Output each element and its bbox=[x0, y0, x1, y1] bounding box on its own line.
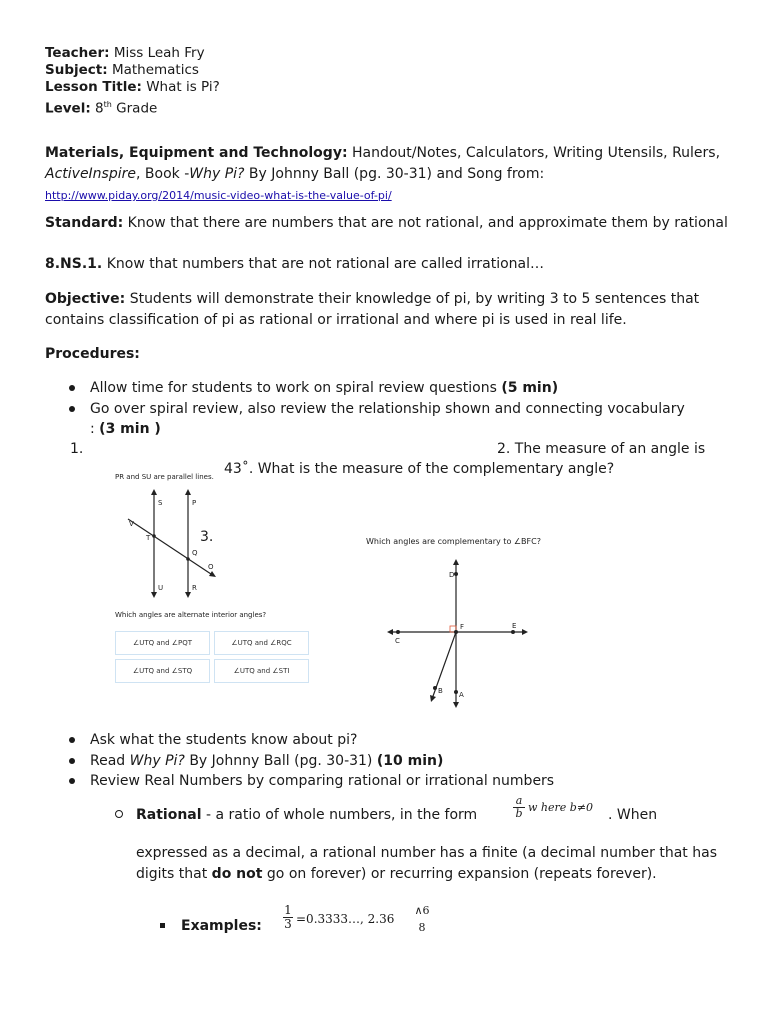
fraction-a-over-b bbox=[513, 795, 525, 820]
label-r: R bbox=[192, 584, 197, 592]
question-3-number: 3. bbox=[200, 529, 214, 545]
label-p: P bbox=[192, 499, 197, 507]
arrow-r bbox=[185, 592, 191, 598]
lesson-label: Lesson Title: bbox=[45, 79, 142, 95]
teacher-label: Teacher: bbox=[45, 45, 110, 61]
label-c: C bbox=[395, 637, 400, 645]
question-2-text: 2. The measure of an angle is bbox=[497, 441, 706, 457]
figure1-question: Which angles are alternate interior angles? bbox=[115, 611, 267, 619]
procedure-item bbox=[90, 378, 690, 399]
arrow-e bbox=[522, 629, 528, 635]
example-denominator: 3 bbox=[284, 917, 292, 931]
answer-option[interactable]: ∠UTQ and ∠RQC bbox=[214, 631, 309, 655]
label-s: S bbox=[158, 499, 163, 507]
procedure-time: (10 min) bbox=[376, 752, 444, 769]
rational-label: Rational bbox=[136, 807, 202, 823]
example-2-top: ∧6 bbox=[414, 904, 430, 917]
point-q bbox=[186, 557, 190, 561]
point-t bbox=[152, 534, 156, 538]
objective-text: Students will demonstrate their knowledge of pi, by writing 3 to 5 sentences that contains classification of pi as rational or irrational and where pi is used in real life. bbox=[45, 291, 700, 328]
standard-code-text: Know that numbers that are not rational are called irrational… bbox=[106, 256, 545, 272]
level-rest: Grade bbox=[116, 100, 158, 117]
point-b bbox=[433, 686, 437, 690]
arrow-d bbox=[453, 559, 459, 565]
example-fraction-2 bbox=[410, 904, 434, 934]
procedure-item bbox=[90, 399, 690, 440]
procedure-text: Read bbox=[90, 752, 126, 769]
arrow-a bbox=[453, 702, 459, 708]
materials-paragraph bbox=[45, 143, 735, 184]
complementary-diagram bbox=[360, 547, 590, 712]
example-decimals: =0.3333…, 2.36 bbox=[296, 912, 395, 926]
subject-line bbox=[45, 62, 199, 79]
sub-bullet-marker bbox=[115, 810, 123, 818]
arrow-p bbox=[185, 489, 191, 495]
materials-book: , Book - bbox=[136, 165, 190, 182]
question-1-number: 1. bbox=[70, 441, 84, 457]
materials-book-title: Why Pi? bbox=[189, 165, 245, 182]
materials-activeinspire: ActiveInspire bbox=[45, 165, 136, 182]
answer-options bbox=[115, 631, 315, 683]
figure2-title: Which angles are complementary to ∠BFC? bbox=[366, 537, 541, 546]
procedure-time: (3 min ) bbox=[99, 421, 161, 437]
label-e: E bbox=[512, 622, 517, 630]
standard-paragraph bbox=[45, 213, 735, 234]
materials-label: Materials, Equipment and Technology: bbox=[45, 145, 348, 161]
standard-code-line bbox=[45, 254, 544, 275]
rational-text: - a ratio of whole numbers, in the form bbox=[206, 807, 478, 823]
teacher-name: Miss Leah Fry bbox=[113, 45, 205, 61]
square-bullet bbox=[160, 923, 165, 928]
arrow-s bbox=[151, 489, 157, 495]
procedure-list-2 bbox=[90, 730, 690, 792]
teacher-line bbox=[45, 45, 205, 62]
standard-code: 8.NS.1. bbox=[45, 256, 103, 272]
example-fraction-1-3 bbox=[283, 904, 293, 931]
label-a: A bbox=[459, 691, 464, 699]
label-t: T bbox=[146, 534, 151, 542]
label-o: O bbox=[208, 563, 214, 571]
procedure-book-title: Why Pi? bbox=[129, 752, 185, 769]
subject-label: Subject: bbox=[45, 62, 108, 78]
procedure-time: (5 min) bbox=[501, 380, 559, 396]
point-c bbox=[396, 630, 400, 634]
rational-definition-emphasis: do not bbox=[211, 865, 263, 882]
rational-when: . When bbox=[608, 807, 658, 823]
procedure-item bbox=[90, 751, 690, 772]
label-b: B bbox=[438, 687, 443, 695]
arrow-b bbox=[430, 695, 436, 702]
procedure-text: Go over spiral review, also review the relationship shown and connecting vocabulary : bbox=[90, 400, 685, 437]
fraction-numerator: a bbox=[515, 794, 523, 807]
transversal-line bbox=[128, 519, 214, 576]
materials-text: Handout/Notes, Calculators, Writing Utensils, Rulers, bbox=[352, 145, 721, 161]
point-d bbox=[454, 572, 458, 576]
figure-complementary-angles bbox=[360, 537, 590, 712]
lesson-line bbox=[45, 79, 220, 96]
materials-song: By Johnny Ball (pg. 30-31) and Song from: bbox=[244, 165, 545, 182]
level-sup: th bbox=[103, 100, 112, 109]
example-2-bottom: 8 bbox=[418, 921, 426, 934]
procedure-item bbox=[90, 730, 690, 751]
point-a bbox=[454, 690, 458, 694]
examples-label: Examples: bbox=[181, 918, 262, 934]
figure-parallel-lines bbox=[110, 467, 315, 682]
procedure-text: Review Real Numbers by comparing rational or irrational numbers bbox=[90, 773, 555, 789]
rational-line bbox=[136, 805, 477, 826]
label-v: V bbox=[129, 520, 134, 528]
parallel-lines-diagram bbox=[110, 467, 315, 607]
lesson-value: What is Pi? bbox=[146, 79, 220, 95]
standard-label: Standard: bbox=[45, 215, 124, 231]
answer-option[interactable]: ∠UTQ and ∠STQ bbox=[115, 659, 210, 683]
objective-label: Objective: bbox=[45, 291, 126, 307]
fraction-condition: w here b≠0 bbox=[528, 801, 594, 814]
point-e bbox=[511, 630, 515, 634]
rational-definition-text-2: go on forever) or recurring expansion (repeats forever). bbox=[266, 865, 657, 882]
procedures-heading bbox=[45, 344, 140, 365]
rational-definition-text: expressed as a decimal, a rational number has a finite (a decimal number that has digits that bbox=[136, 845, 717, 882]
point-f bbox=[454, 630, 458, 634]
procedures-label: Procedures: bbox=[45, 346, 140, 362]
procedure-text: Ask what the students know about pi? bbox=[90, 732, 358, 748]
answer-option[interactable]: ∠UTQ and ∠PQT bbox=[115, 631, 210, 655]
figure1-caption: PR and SU are parallel lines. bbox=[115, 473, 214, 481]
procedure-text: Allow time for students to work on spiral review questions bbox=[90, 380, 497, 396]
question-2-text-cont: 43˚. What is the measure of the complementary angle? bbox=[224, 461, 615, 477]
procedure-text: By Johnny Ball (pg. 30-31) bbox=[189, 752, 373, 769]
fraction-denominator: b bbox=[513, 807, 525, 820]
procedure-item bbox=[90, 771, 690, 792]
level-label: Level: bbox=[45, 100, 91, 117]
song-link[interactable]: http://www.piday.org/2014/music-video-what-is-the-value-of-pi/ bbox=[45, 189, 392, 202]
answer-option[interactable]: ∠UTQ and ∠STI bbox=[214, 659, 309, 683]
examples-label-wrap bbox=[181, 916, 262, 937]
label-q: Q bbox=[192, 549, 198, 557]
label-u: U bbox=[158, 584, 164, 592]
rational-definition bbox=[136, 843, 726, 884]
label-f: F bbox=[460, 623, 465, 631]
level-num: 8 bbox=[95, 100, 104, 117]
objective-paragraph bbox=[45, 289, 725, 330]
arrow-c bbox=[387, 629, 393, 635]
example-numerator: 1 bbox=[284, 903, 292, 917]
subject-value: Mathematics bbox=[111, 62, 199, 78]
arrow-u bbox=[151, 592, 157, 598]
label-d: D bbox=[449, 571, 455, 579]
procedure-list bbox=[90, 378, 690, 440]
level-line bbox=[45, 96, 157, 118]
standard-text: Know that there are numbers that are not rational, and approximate them by rational bbox=[127, 215, 728, 231]
